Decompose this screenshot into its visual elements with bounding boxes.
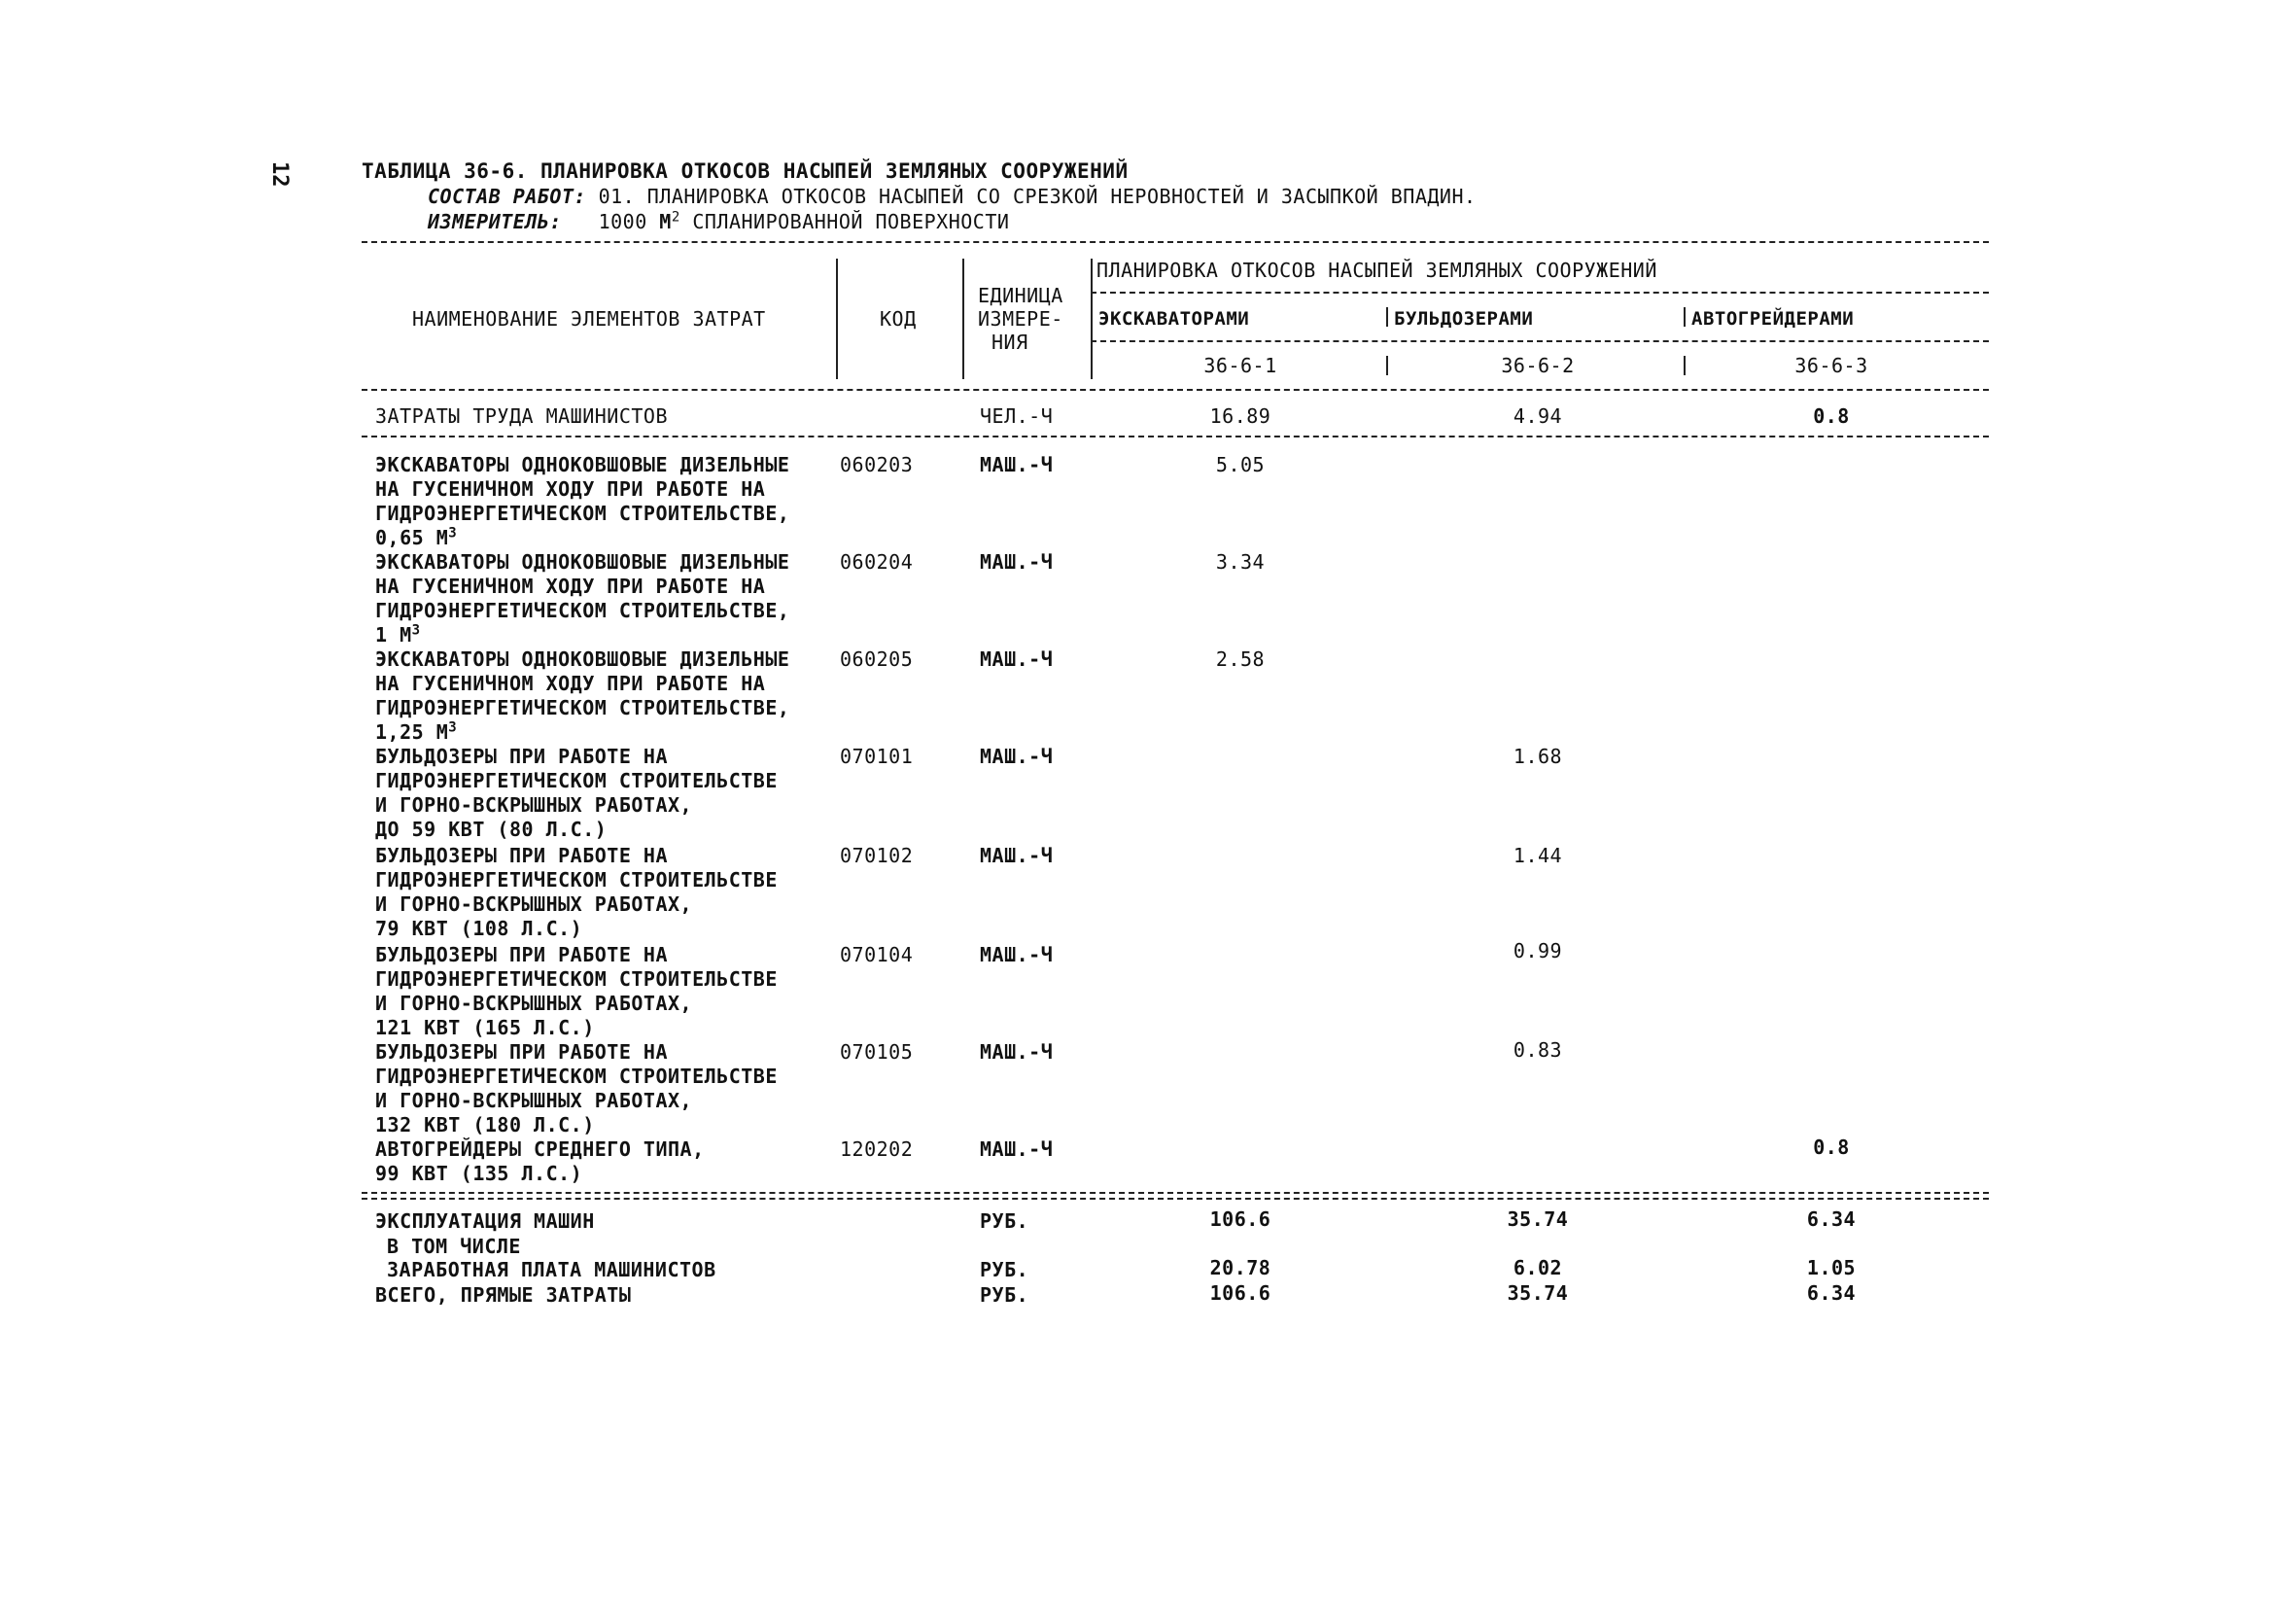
measure-power: 2 (671, 209, 680, 226)
machine-name-line: ЭКСКАВАТОРЫ ОДНОКОВШОВЫЕ ДИЗЕЛЬНЫЕ (375, 647, 790, 671)
vbar-unit (962, 259, 964, 379)
header-group: ПЛАНИРОВКА ОТКОСОВ НАСЫПЕЙ ЗЕМЛЯНЫХ СООРУЖЕНИЙ (1096, 259, 1657, 282)
machine-name-line: 132 КВТ (180 Л.С.) (375, 1113, 595, 1136)
totals-value-2: 35.74 (1507, 1207, 1569, 1231)
header-unit-2: ИЗМЕРЕ- (978, 307, 1063, 331)
rule-totals-1 (362, 1192, 1989, 1194)
rule-top (362, 241, 1989, 243)
totals-value-2: 6.02 (1513, 1256, 1563, 1279)
totals-value-2: 35.74 (1507, 1281, 1569, 1305)
totals-unit: РУБ. (980, 1283, 1029, 1307)
vbar-sub-3 (1684, 307, 1686, 327)
machine-code: 070104 (840, 943, 914, 966)
labor-value-3: 0.8 (1813, 404, 1850, 428)
measure-line (428, 210, 1009, 233)
totals-value-1: 106.6 (1209, 1281, 1271, 1305)
machine-value-1: 5.05 (1215, 453, 1266, 476)
machine-value-2: 0.99 (1513, 939, 1563, 962)
machine-name-line: НА ГУСЕНИЧНОМ ХОДУ ПРИ РАБОТЕ НА (375, 477, 766, 501)
measure-text: СПЛАНИРОВАННОЙ ПОВЕРХНОСТИ (692, 210, 1010, 233)
totals-name: ЗАРАБОТНАЯ ПЛАТА МАШИНИСТОВ (387, 1258, 716, 1281)
machine-name-line: БУЛЬДОЗЕРЫ ПРИ РАБОТЕ НА (375, 745, 668, 768)
machine-name-line (375, 720, 789, 745)
machine-name-line: ДО 59 КВТ (80 Л.С.) (375, 818, 608, 841)
totals-unit: РУБ. (980, 1209, 1029, 1233)
machine-name-line: 121 КВТ (165 Л.С.) (375, 1016, 595, 1039)
machine-name-line: АВТОГРЕЙДЕРЫ СРЕДНЕГО ТИПА, (375, 1137, 705, 1161)
machine-unit: МАШ.-Ч (980, 943, 1054, 966)
machine-unit: МАШ.-Ч (980, 1137, 1054, 1161)
table-title: ТАБЛИЦА 36-6. ПЛАНИРОВКА ОТКОСОВ НАСЫПЕЙ ЗЕМЛЯНЫХ СООРУЖЕНИЙ (362, 159, 1129, 183)
header-code-36-6-1: 36-6-1 (1203, 354, 1277, 377)
machine-unit: МАШ.-Ч (980, 550, 1054, 574)
machine-code: 060203 (840, 453, 914, 476)
composition-line (428, 185, 1477, 208)
machine-name-line: ГИДРОЭНЕРГЕТИЧЕСКОМ СТРОИТЕЛЬСТВЕ (375, 769, 778, 792)
machine-name-line: ГИДРОЭНЕРГЕТИЧЕСКОМ СТРОИТЕЛЬСТВЕ, (375, 502, 790, 525)
page-number: 12 (267, 161, 292, 188)
header-unit-1: ЕДИНИЦА (978, 284, 1063, 307)
machine-code: 060205 (840, 647, 914, 671)
rule-sub (1091, 340, 1989, 342)
machine-unit: МАШ.-Ч (980, 745, 1054, 768)
labor-unit: ЧЕЛ.-Ч (980, 404, 1054, 428)
machine-name-line: БУЛЬДОЗЕРЫ ПРИ РАБОТЕ НА (375, 943, 668, 966)
machine-name-line: И ГОРНО-ВСКРЫШНЫХ РАБОТАХ, (375, 992, 693, 1015)
rule-group (1091, 292, 1989, 294)
machine-name-line: НА ГУСЕНИЧНОМ ХОДУ ПРИ РАБОТЕ НА (375, 575, 766, 598)
table-row (375, 1040, 778, 1137)
table-row (375, 1137, 705, 1186)
header-code-36-6-3: 36-6-3 (1794, 354, 1868, 377)
vbar-group (1091, 259, 1093, 379)
header-sub-graders: АВТОГРЕЙДЕРАМИ (1691, 308, 1855, 330)
totals-value-3: 1.05 (1806, 1256, 1857, 1279)
composition-label: СОСТАВ РАБОТ: (428, 185, 587, 208)
header-code: КОД (880, 307, 917, 331)
measure-label: ИЗМЕРИТЕЛЬ: (428, 210, 562, 233)
machine-value-1: 3.34 (1215, 550, 1266, 574)
machine-value-2: 1.68 (1513, 745, 1563, 768)
machine-unit: МАШ.-Ч (980, 453, 1054, 476)
rule-totals-2 (362, 1198, 1989, 1200)
machine-name-line: НА ГУСЕНИЧНОМ ХОДУ ПРИ РАБОТЕ НА (375, 672, 766, 695)
machine-name-line: И ГОРНО-ВСКРЫШНЫХ РАБОТАХ, (375, 892, 693, 916)
machine-value-2: 0.83 (1513, 1038, 1563, 1062)
machine-name-line (375, 526, 789, 550)
header-unit-3: НИЯ (991, 331, 1028, 354)
header-code-36-6-2: 36-6-2 (1501, 354, 1575, 377)
machine-name-capacity: 1 М (375, 623, 412, 647)
totals-name: В ТОМ ЧИСЛЕ (387, 1235, 521, 1258)
table-row (375, 647, 789, 745)
machine-unit-power: 3 (411, 622, 421, 639)
machine-code: 070102 (840, 844, 914, 867)
totals-name: ЭКСПЛУАТАЦИЯ МАШИН (375, 1209, 595, 1233)
machine-unit: МАШ.-Ч (980, 844, 1054, 867)
totals-value-3: 6.34 (1806, 1281, 1857, 1305)
machine-value-2: 1.44 (1513, 844, 1563, 867)
totals-name: ВСЕГО, ПРЯМЫЕ ЗАТРАТЫ (375, 1283, 632, 1307)
rule-labor-bottom (362, 436, 1989, 437)
machine-code: 070105 (840, 1040, 914, 1064)
machine-code: 070101 (840, 745, 914, 768)
vbar-code-3 (1684, 356, 1686, 375)
totals-value-3: 6.34 (1806, 1207, 1857, 1231)
header-sub-excavators: ЭКСКАВАТОРАМИ (1098, 308, 1250, 330)
header-name: НАИМЕНОВАНИЕ ЭЛЕМЕНТОВ ЗАТРАТ (412, 307, 766, 331)
machine-name-line: 99 КВТ (135 Л.С.) (375, 1162, 583, 1185)
composition-text: 01. ПЛАНИРОВКА ОТКОСОВ НАСЫПЕЙ СО СРЕЗКОЙ НЕРОВНОСТЕЙ И ЗАСЫПКОЙ ВПАДИН. (598, 185, 1477, 208)
machine-value-1: 2.58 (1215, 647, 1266, 671)
machine-name-line: ГИДРОЭНЕРГЕТИЧЕСКОМ СТРОИТЕЛЬСТВЕ (375, 967, 778, 991)
machine-unit: МАШ.-Ч (980, 1040, 1054, 1064)
machine-name-line: ЭКСКАВАТОРЫ ОДНОКОВШОВЫЕ ДИЗЕЛЬНЫЕ (375, 550, 790, 574)
table-row (375, 550, 789, 647)
totals-value-1: 20.78 (1209, 1256, 1271, 1279)
machine-unit-power: 3 (448, 719, 458, 736)
header-sub-bulldozers: БУЛЬДОЗЕРАМИ (1394, 308, 1534, 330)
totals-value-1: 106.6 (1209, 1207, 1271, 1231)
machine-name-line: ГИДРОЭНЕРГЕТИЧЕСКОМ СТРОИТЕЛЬСТВЕ, (375, 599, 790, 622)
machine-name-line: ЭКСКАВАТОРЫ ОДНОКОВШОВЫЕ ДИЗЕЛЬНЫЕ (375, 453, 790, 476)
vbar-code-2 (1386, 356, 1388, 375)
table-row (375, 844, 778, 941)
labor-value-2: 4.94 (1513, 404, 1563, 428)
rule-header-bottom (362, 389, 1989, 391)
machine-code: 060204 (840, 550, 914, 574)
labor-name: ЗАТРАТЫ ТРУДА МАШИНИСТОВ (375, 404, 668, 428)
totals-unit: РУБ. (980, 1258, 1029, 1281)
machine-unit-power: 3 (448, 525, 458, 542)
machine-name-line (375, 623, 789, 647)
machine-name-line: И ГОРНО-ВСКРЫШНЫХ РАБОТАХ, (375, 1089, 693, 1112)
vbar-code (836, 259, 838, 379)
measure-unit: М (659, 210, 672, 233)
machine-name-line: БУЛЬДОЗЕРЫ ПРИ РАБОТЕ НА (375, 844, 668, 867)
machine-name-line: БУЛЬДОЗЕРЫ ПРИ РАБОТЕ НА (375, 1040, 668, 1064)
machine-name-line: 79 КВТ (108 Л.С.) (375, 917, 583, 940)
measure-value: 1000 (598, 210, 647, 233)
machine-name-capacity: 1,25 М (375, 720, 449, 744)
vbar-sub-2 (1386, 307, 1388, 327)
machine-name-line: ГИДРОЭНЕРГЕТИЧЕСКОМ СТРОИТЕЛЬСТВЕ, (375, 696, 790, 719)
table-row (375, 943, 778, 1040)
machine-unit: МАШ.-Ч (980, 647, 1054, 671)
machine-value-3: 0.8 (1813, 1136, 1850, 1159)
labor-value-1: 16.89 (1209, 404, 1271, 428)
machine-name-line: И ГОРНО-ВСКРЫШНЫХ РАБОТАХ, (375, 793, 693, 817)
machine-name-line: ГИДРОЭНЕРГЕТИЧЕСКОМ СТРОИТЕЛЬСТВЕ (375, 868, 778, 891)
machine-name-line: ГИДРОЭНЕРГЕТИЧЕСКОМ СТРОИТЕЛЬСТВЕ (375, 1065, 778, 1088)
machine-name-capacity: 0,65 М (375, 526, 449, 549)
table-row (375, 745, 778, 842)
machine-code: 120202 (840, 1137, 914, 1161)
table-row (375, 453, 789, 550)
